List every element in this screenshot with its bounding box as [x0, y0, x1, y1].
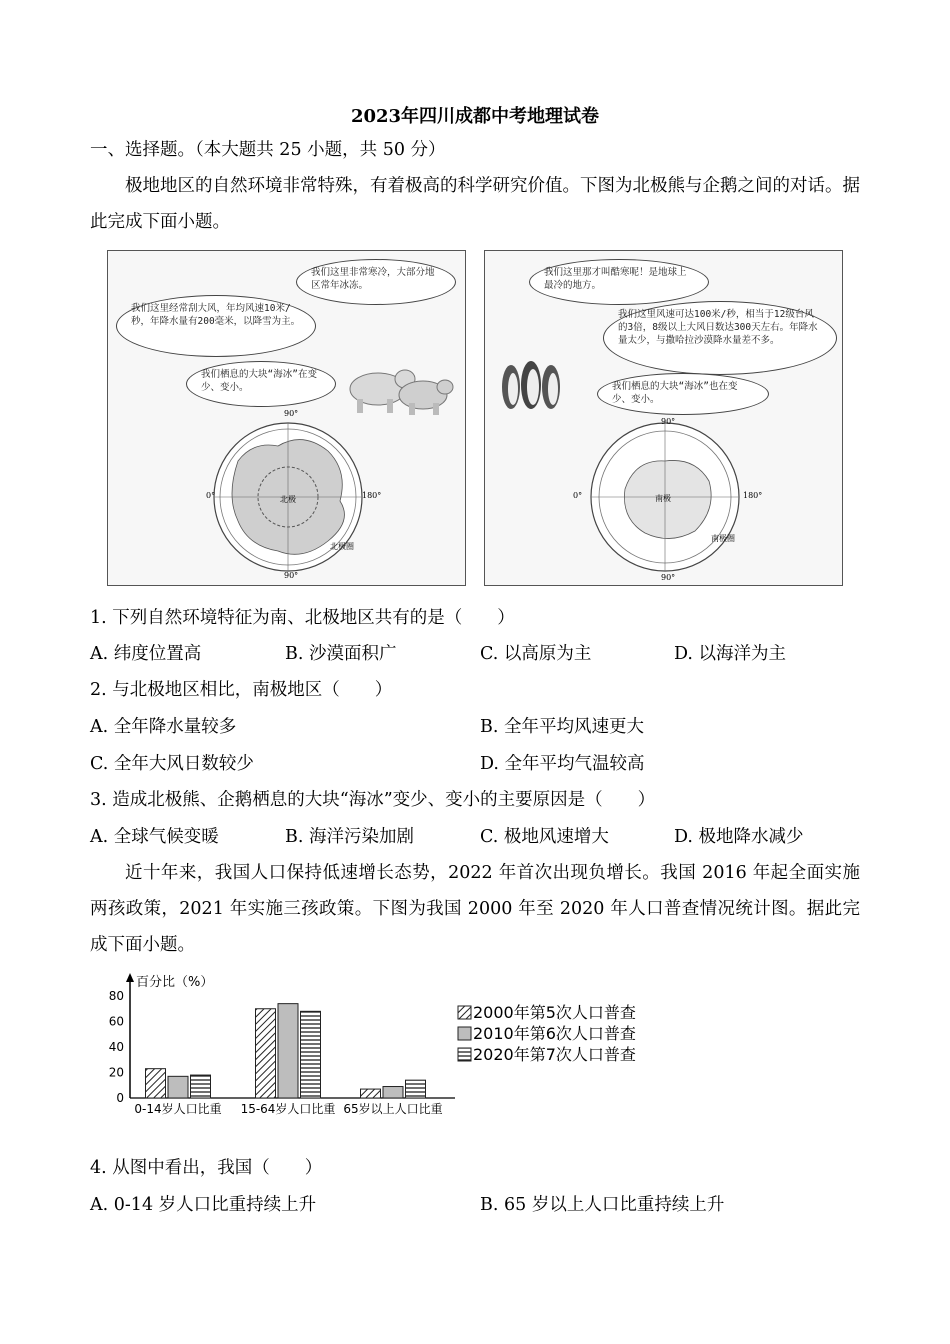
y-tick-label: 20	[108, 1065, 124, 1080]
legend-swatch	[458, 1027, 471, 1040]
antarctic-map-panel	[484, 250, 843, 586]
section-heading: 一、选择题。（本大题共 25 小题，共 50 分）	[90, 140, 446, 160]
bar	[191, 1075, 211, 1098]
question-1-option-b: B. 沙漠面积广	[285, 644, 397, 664]
arctic-circle-label: 北极圈	[330, 542, 354, 551]
intro-paragraph-1: 极地地区的自然环境非常特殊，有着极高的科学研究价值。下图为北极熊与企鹅之间的对话。据此完成下面小题。	[90, 176, 860, 232]
antarctic-speech-bubble-2: 我们这里风速可达100米/秒，相当于12级台风的3倍，8级以上大风日数达300天左右。年降水量太少，与撒哈拉沙漠降水量差不多。	[603, 301, 837, 375]
y-tick-label: 40	[108, 1040, 124, 1054]
arctic-label-top: 90°	[284, 409, 299, 418]
arctic-label-left: 0°	[206, 491, 216, 500]
antarctic-label-left: 0°	[573, 491, 583, 500]
arctic-center-label: 北极	[280, 495, 296, 504]
bar	[383, 1087, 403, 1098]
question-2-stem: 2. 与北极地区相比，南极地区（ ）	[90, 680, 393, 700]
question-1-stem: 1. 下列自然环境特征为南、北极地区共有的是（ ）	[90, 608, 515, 628]
y-tick-label: 60	[108, 1014, 124, 1029]
antarctic-label-bottom: 90°	[661, 573, 676, 582]
question-3-stem: 3. 造成北极熊、企鹅栖息的大块“海冰”变少、变小的主要原因是（ ）	[90, 790, 656, 810]
bar	[361, 1089, 381, 1098]
arctic-speech-bubble-3: 我们栖息的大块“海冰”在变少、变小。	[186, 361, 336, 407]
legend-label: 2020年第7次人口普查	[473, 1045, 636, 1064]
question-1-option-c: C. 以高原为主	[480, 644, 592, 664]
bar	[168, 1076, 188, 1098]
question-3-option-b: B. 海洋污染加剧	[285, 827, 414, 847]
antarctic-circle-label: 南极圈	[711, 534, 735, 543]
question-4-option-a: A. 0-14 岁人口比重持续上升	[90, 1195, 317, 1215]
question-2-option-c: C. 全年大风日数较少	[90, 754, 254, 774]
question-4-option-b: B. 65 岁以上人口比重持续上升	[480, 1195, 725, 1215]
legend-label: 2000年第5次人口普查	[473, 1003, 636, 1022]
arctic-label-right: 180°	[362, 491, 382, 500]
question-2-option-a: A. 全年降水量较多	[90, 717, 237, 737]
question-2-option-b: B. 全年平均风速更大	[480, 717, 644, 737]
antarctic-speech-bubble-3: 我们栖息的大块“海冰”也在变少、变小。	[597, 373, 769, 415]
antarctic-label-top: 90°	[661, 417, 676, 426]
bar	[256, 1009, 276, 1098]
legend-label: 2010年第6次人口普查	[473, 1024, 636, 1043]
y-axis-title: 百分比（%）	[136, 975, 214, 990]
penguins-illustration	[497, 351, 567, 415]
arctic-label-bottom: 90°	[284, 571, 299, 580]
antarctic-center-label: 南极	[655, 494, 671, 503]
bar	[406, 1080, 426, 1098]
page-title: 2023年四川成都中考地理试卷	[350, 106, 600, 127]
question-3-option-a: A. 全球气候变暖	[90, 827, 219, 847]
question-1-option-a: A. 纬度位置高	[90, 644, 202, 664]
x-category-label: 65岁以上人口比重	[343, 1102, 443, 1116]
question-2-option-d: D. 全年平均气温较高	[480, 754, 645, 774]
question-1-option-d: D. 以海洋为主	[674, 644, 787, 664]
x-category-label: 0-14岁人口比重	[134, 1102, 222, 1116]
question-3-option-d: D. 极地降水减少	[674, 827, 804, 847]
y-axis-arrow	[126, 973, 134, 982]
intro-paragraph-2: 近十年来，我国人口保持低速增长态势，2022 年首次出现负增长。我国 2016 年起全面实施两孩政策，2021 年实施三孩政策。下图为我国 2000 年至 2020 年人口普查情况统计图。据此完成下面小题。	[90, 863, 860, 955]
antarctic-speech-bubble-1: 我们这里那才叫酷寒呢！是地球上最冷的地方。	[529, 259, 709, 305]
bar	[278, 1004, 298, 1098]
arctic-map-panel	[107, 250, 466, 586]
legend-swatch	[458, 1048, 471, 1061]
bar	[301, 1011, 321, 1098]
arctic-speech-bubble-2: 我们这里经常刮大风，年均风速10米/秒，年降水量有200毫米，以降雪为主。	[116, 295, 316, 357]
antarctic-label-right: 180°	[743, 491, 763, 500]
bar	[146, 1069, 166, 1098]
question-4-stem: 4. 从图中看出，我国（ ）	[90, 1158, 323, 1178]
question-3-option-c: C. 极地风速增大	[480, 827, 609, 847]
x-category-label: 15-64岁人口比重	[240, 1102, 336, 1116]
population-census-bar-chart	[90, 970, 670, 1120]
y-tick-label: 80	[108, 989, 124, 1003]
legend-swatch	[458, 1006, 471, 1019]
y-tick-label: 0	[116, 1091, 124, 1105]
arctic-speech-bubble-1: 我们这里非常寒冷，大部分地区常年冰冻。	[296, 259, 456, 305]
